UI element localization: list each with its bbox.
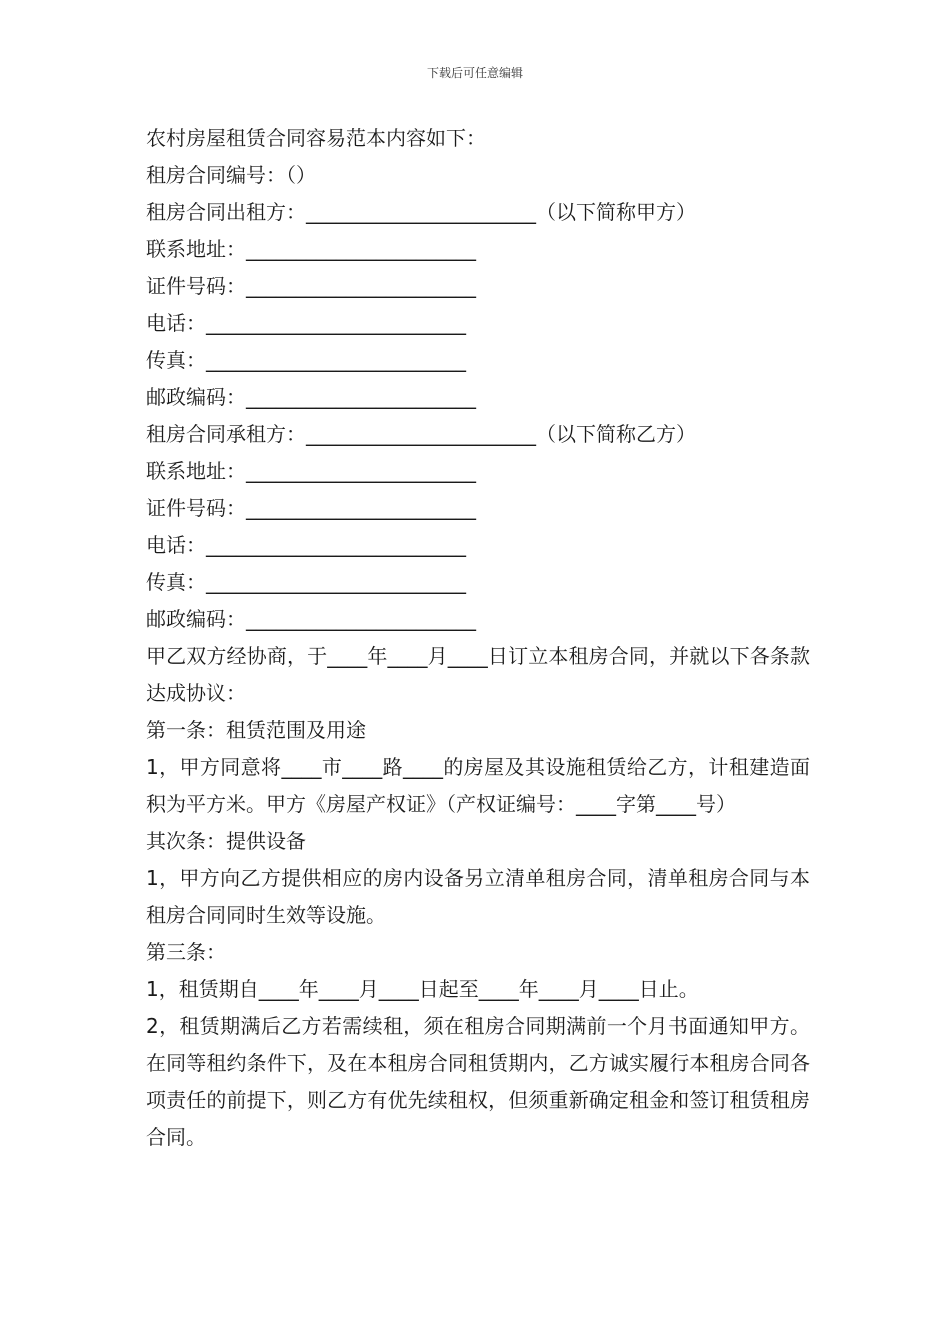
intro-line: 农村房屋租赁合同容易范本内容如下： [146, 126, 486, 150]
lessee-line: 租房合同承租方：_______________________（以下简称乙方） [146, 422, 696, 446]
article-3-heading: 第三条： [146, 940, 226, 964]
article-1-heading: 第一条：租赁范围及用途 [146, 718, 366, 742]
article-3-clause-1: 1，租赁期自____年____月____日起至____年____月____日止。 [146, 977, 699, 1001]
article-1-clause-1: 1，甲方同意将____市____路____的房屋及其设施租赁给乙方，计租建造面积为平方米。甲方《房屋产权证》（产权证编号：____字第____号） [146, 755, 810, 816]
lessee-fax-line: 传真：__________________________ [146, 570, 466, 594]
lessor-fax-line: 传真：__________________________ [146, 348, 466, 372]
page-header: 下载后可任意编辑 [426, 66, 523, 80]
contract-number-line: 租房合同编号：（） [146, 163, 316, 187]
lessor-address-line: 联系地址：_______________________ [146, 237, 476, 261]
lessee-postcode-line: 邮政编码：_______________________ [146, 607, 476, 631]
lessor-id-line: 证件号码：_______________________ [146, 274, 476, 298]
lessee-address-line: 联系地址：_______________________ [146, 459, 476, 483]
article-3-clause-2: 2，租赁期满后乙方若需续租，须在租房合同期满前一个月书面通知甲方。在同等租约条件下，及在本租房合同租赁期内，乙方诚实履行本租房合同各项责任的前提下，则乙方有优先续租权，但须重新确定租金和签订租赁租房合同。 [146, 1014, 810, 1149]
lessor-line: 租房合同出租方：_______________________（以下简称甲方） [146, 200, 696, 224]
lessee-id-line: 证件号码：_______________________ [146, 496, 476, 520]
agreement-paragraph: 甲乙双方经协商，于____年____月____日订立本租房合同，并就以下各条款达成协议： [146, 644, 810, 705]
article-2-heading: 其次条：提供设备 [146, 829, 306, 853]
lessee-phone-line: 电话：__________________________ [146, 533, 466, 557]
lessor-postcode-line: 邮政编码：_______________________ [146, 385, 476, 409]
article-2-clause-1: 1，甲方向乙方提供相应的房内设备另立清单租房合同，清单租房合同与本租房合同同时生效等设施。 [146, 866, 810, 927]
lessor-phone-line: 电话：__________________________ [146, 311, 466, 335]
document-body [146, 120, 810, 1156]
